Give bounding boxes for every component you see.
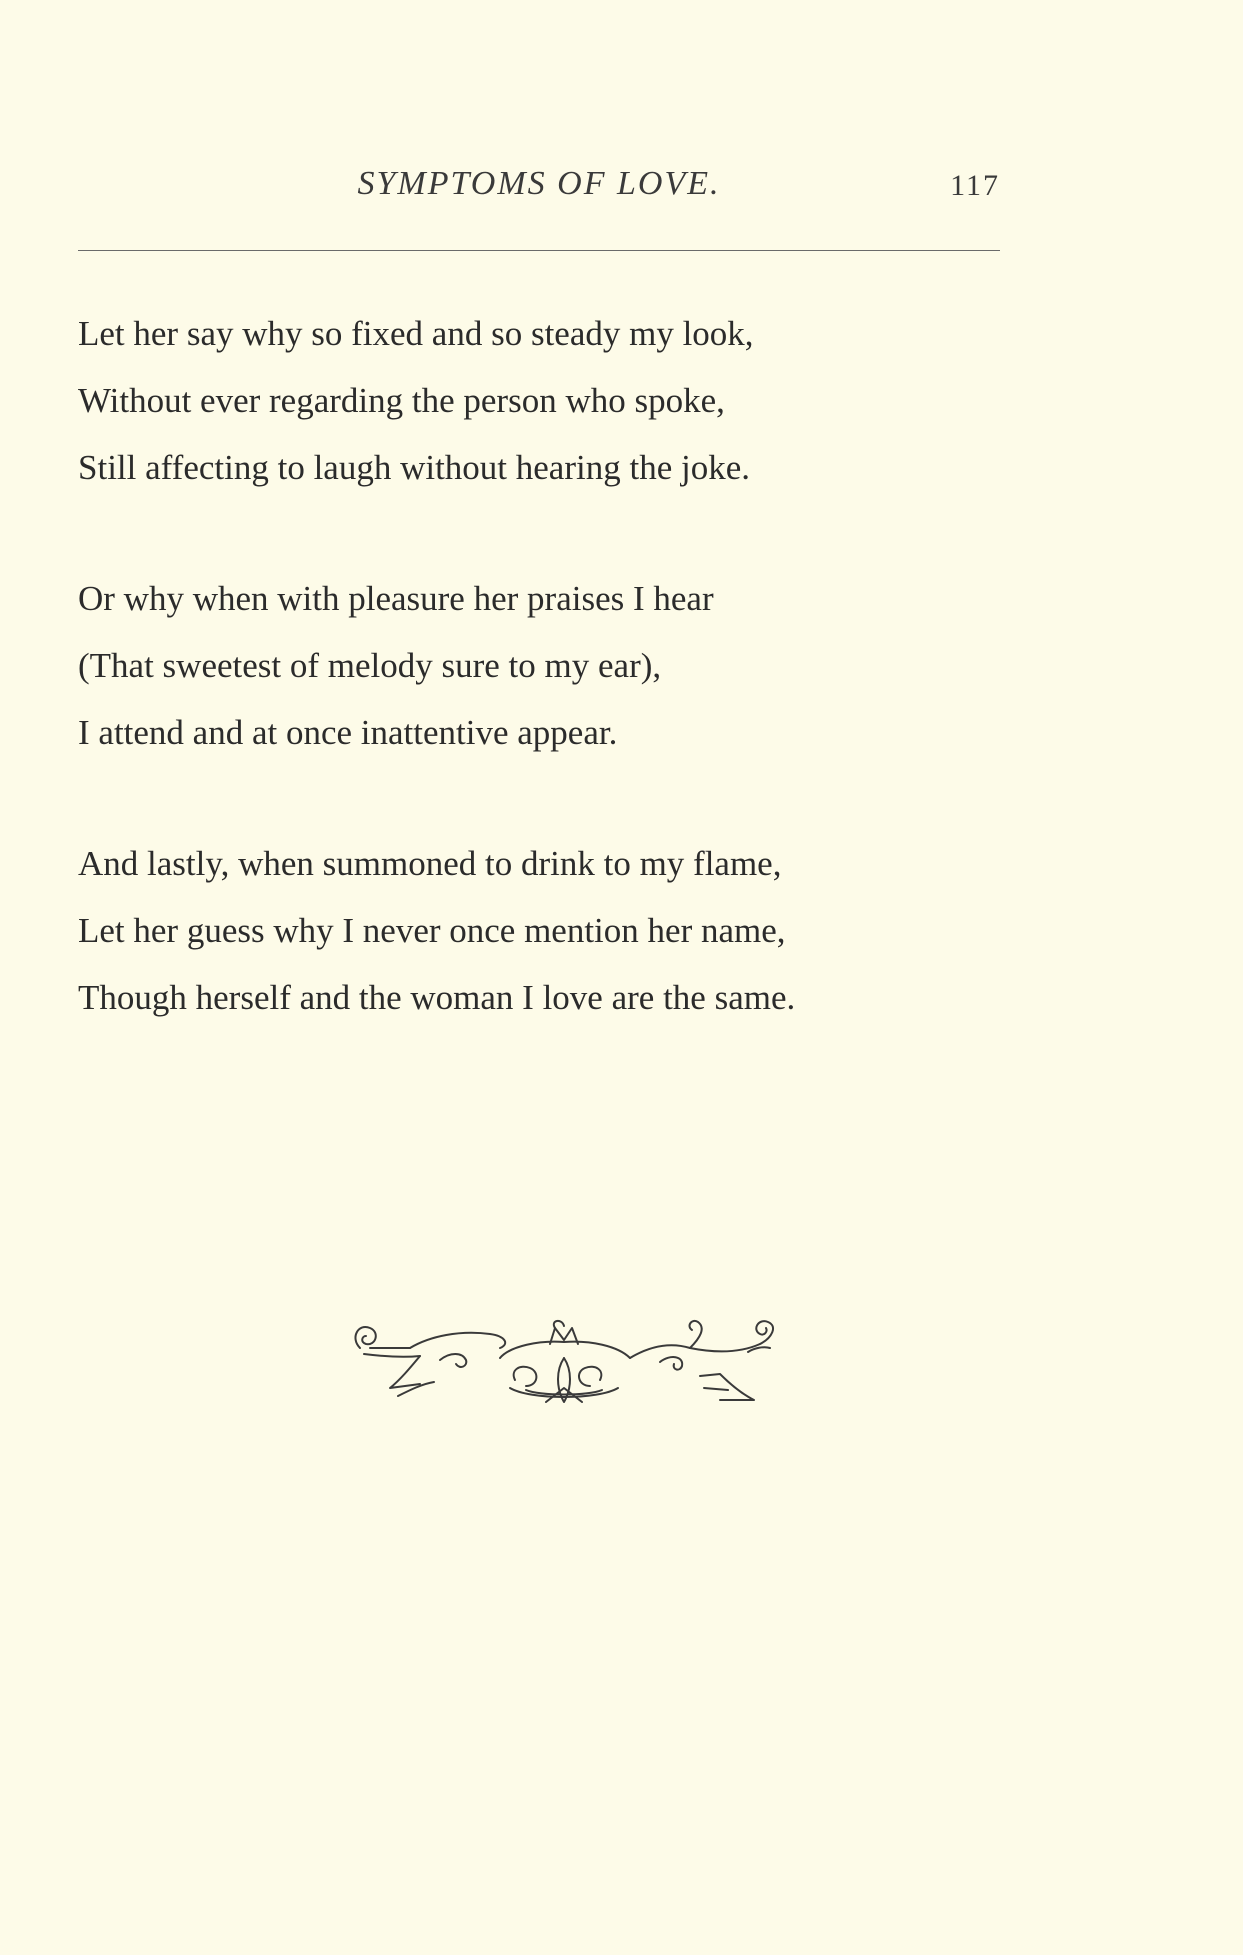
- poem-line: And lastly, when summoned to drink to my flame,: [78, 844, 782, 883]
- page-number: 117: [950, 169, 1000, 202]
- stanza-3: [78, 830, 1018, 1031]
- poem-line: (That sweetest of melody sure to my ear),: [78, 646, 662, 685]
- running-head: [78, 165, 1000, 215]
- scroll-ornament-icon: [350, 1318, 780, 1418]
- poem-line: Without ever regarding the person who spoke,: [78, 381, 725, 420]
- poem-line: Let her guess why I never once mention her name,: [78, 911, 786, 950]
- stanza-2: [78, 565, 1018, 766]
- poem-line: Or why when with pleasure her praises I hear: [78, 579, 714, 618]
- poem-line: I attend and at once inattentive appear.: [78, 713, 618, 752]
- poem: [78, 300, 1018, 1095]
- poem-line: Let her say why so fixed and so steady my look,: [78, 314, 754, 353]
- poem-line: Though herself and the woman I love are the same.: [78, 978, 796, 1017]
- header-rule: [78, 250, 1000, 251]
- running-title: SYMPTOMS OF LOVE.: [357, 165, 721, 202]
- stanza-1: [78, 300, 1018, 501]
- poem-line: Still affecting to laugh without hearing the joke.: [78, 448, 750, 487]
